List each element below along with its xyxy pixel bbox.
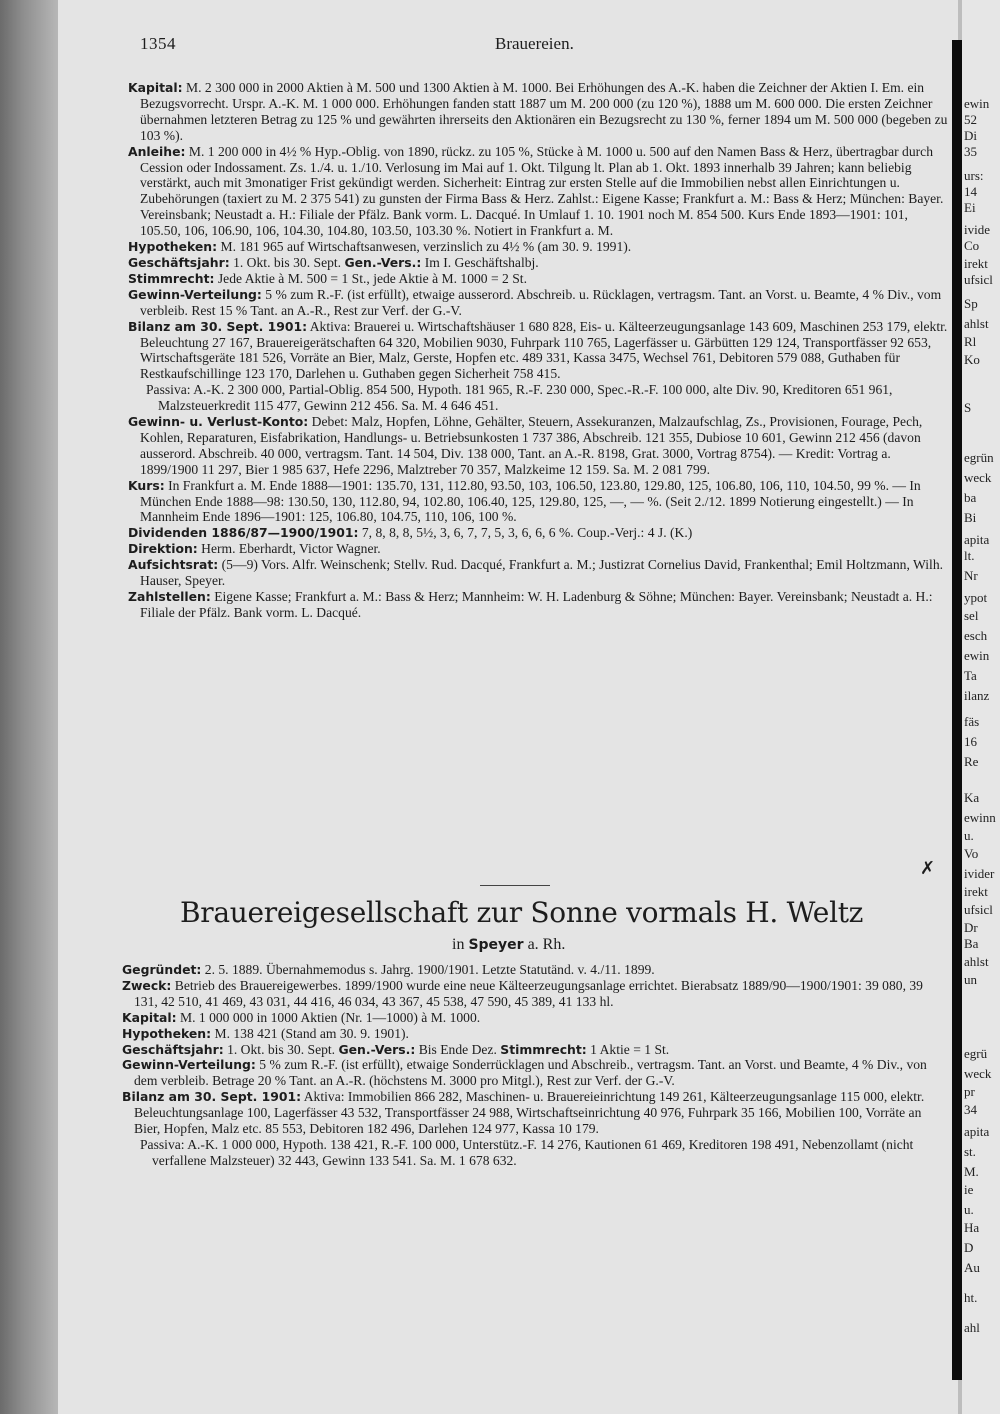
adjacent-page-fragment: ahlst xyxy=(964,316,989,331)
label-direktion: Direktion: xyxy=(128,541,198,557)
text-bilanz-aktiva: Aktiva: Brauerei u. Wirtschaftshäuser 1 680 828, Eis- u. Kälteerzeugungsanlage 143 609, Maschinen 253 179, elektr. Beleuchtung 27 167, Brauereigerätschaften 64 320, Mobilien 9030, Fuhrpark 110 765, Lagerfässer u. Gärbütten 129 124, Transportfässer 92 653, Wirtschaftsgeräte 181 526, Vorräte an Bier, Malz, Gerste, Hopfen etc. 489 331, Kassa 3475, Wechsel 761, Debitoren 579 088, Guthaben für Restkaufschillinge 123 170, Darlehen u. Guthaben gegen Sicherheit 758 415. xyxy=(140,318,948,382)
adjacent-page-fragment: Ko xyxy=(964,352,980,367)
text-stimmrecht-2: 1 Aktie = 1 St. xyxy=(590,1041,670,1057)
entry-hypotheken-2 xyxy=(122,1026,942,1042)
adjacent-page-fragment: weck xyxy=(964,1066,992,1081)
label-stimmrecht-2: Stimmrecht: xyxy=(500,1041,587,1057)
company-entry-2 xyxy=(122,962,942,1169)
company-entry-1 xyxy=(128,80,948,621)
adjacent-page-fragment: ba xyxy=(964,490,977,505)
text-dividenden: 7, 8, 8, 8, 5½, 3, 6, 7, 7, 5, 3, 6, 6, 6 %. Coup.-Verj.: 4 J. (K.) xyxy=(361,525,693,541)
entry-geschaeftsjahr-2 xyxy=(122,1042,942,1058)
handwritten-mark: ✗ xyxy=(920,858,936,879)
text-bilanz-passiva: Passiva: A.-K. 2 300 000, Partial-Oblig. 854 500, Hypoth. 181 965, R.-F. 230 000, Spec.-R.-F. 100 000, alte Div. 90, Kreditoren 651 961, Malzsteuerkredit 115 477, Gewinn 212 456. Sa. M. 4 646 451. xyxy=(146,382,893,414)
adjacent-page-fragment: un xyxy=(964,972,977,987)
text-gen-vers: Im I. Geschäftshalbj. xyxy=(424,254,539,270)
adjacent-page-fragment: Di xyxy=(964,128,977,143)
adjacent-page-fragment: S xyxy=(964,400,972,415)
text-bilanz-passiva-2: Passiva: A.-K. 1 000 000, Hypoth. 138 421, R.-F. 100 000, Unterstütz.-F. 14 276, Kautionen 61 469, Kreditoren 198 491, Nebenzollamt (nicht verfallene Malzsteuer) 32 443, Gewinn 133 541. Sa. M. 1 678 632. xyxy=(140,1136,914,1168)
adjacent-page-fragment: Ka xyxy=(964,790,980,805)
label-zweck: Zweck: xyxy=(122,977,172,993)
scan-left-gutter xyxy=(0,0,58,1414)
label-geschaeftsjahr-2: Geschäftsjahr: xyxy=(122,1041,224,1057)
adjacent-page-fragment: Ba xyxy=(964,936,979,951)
entry-gewinn-konto xyxy=(128,414,948,478)
text-bilanz-aktiva-2: Aktiva: Immobilien 866 282, Maschinen- u. Brauereieinrichtung 149 261, Kälteerzeugungsanlage 115 000, elektr. Beleuchtungsanlage 100, Lagerfässer 43 532, Transportfässer 24 988, Wirtschaftseinrichtung 40 976, Fuhrpark 35 166, Mobilien 100, Vorräte an Bier, Hopfen, Malz etc. 85 553, Debitoren 182 496, Darlehen 124 977, Kassa 10 179. xyxy=(134,1089,925,1137)
entry-bilanz-passiva xyxy=(128,382,948,414)
text-direktion: Herm. Eberhardt, Victor Wagner. xyxy=(201,541,381,557)
adjacent-page-fragment: st. xyxy=(964,1144,976,1159)
label-stimmrecht: Stimmrecht: xyxy=(128,270,215,286)
entry-bilanz-passiva-2 xyxy=(122,1137,942,1169)
label-gewinn-verteilung: Gewinn-Verteilung: xyxy=(128,286,262,302)
text-gewinn-konto: Debet: Malz, Hopfen, Löhne, Gehälter, Steuern, Assekuranzen, Malzaufschlag, Zs., Provisionen, Fourage, Pech, Kohlen, Reparaturen, Eisfabrikation, Handlungs- u. Betriebsunkosten 1 737 386, Abschreib. 121 355, Dubiose 10 601, Gewinn 212 456 (davon ausserord. Abschreib. 40 000, vertragsm. Tant. 14 504, Div. 138 000, Tant. an A.-R. 8198, Grat. 3000, Vortrag 8754). — Kredit: Vortrag a. 1899/1900 11 297, Bier 1 985 637, Hefe 2296, Malztreber 70 357, Malzkeime 12 159. Sa. M. 2 081 799. xyxy=(140,414,923,477)
adjacent-page-fragment: u. xyxy=(964,1202,974,1217)
adjacent-page-fragment: pr xyxy=(964,1084,975,1099)
adjacent-page-fragment: D xyxy=(964,1240,974,1255)
text-geschaeftsjahr: 1. Okt. bis 30. Sept. xyxy=(233,254,342,270)
label-gen-vers-2: Gen.-Vers.: xyxy=(338,1041,416,1057)
entry-zahlstellen xyxy=(128,589,948,621)
entry-anleihe xyxy=(128,144,948,239)
adjacent-page-fragment: 14 xyxy=(964,184,977,199)
adjacent-page-fragment: ewin xyxy=(964,648,990,663)
label-hypotheken: Hypotheken: xyxy=(128,239,218,255)
page-number: 1354 xyxy=(140,34,176,53)
adjacent-page-fragment: apita xyxy=(964,1124,990,1139)
label-hypotheken-2: Hypotheken: xyxy=(122,1025,212,1041)
adjacent-page-fragment: ie xyxy=(964,1182,974,1197)
entry-hypotheken xyxy=(128,239,948,255)
adjacent-page-fragment: ivide xyxy=(964,222,990,237)
entry-aufsichtsrat xyxy=(128,557,948,589)
entry-bilanz-2 xyxy=(122,1089,942,1137)
adjacent-page-fragment: ypot xyxy=(964,590,988,605)
company-heading: Brauereigesellschaft zur Sonne vormals H. Weltz xyxy=(180,896,864,929)
text-kapital-2: M. 1 000 000 in 1000 Aktien (Nr. 1—1000) à M. 1000. xyxy=(179,1009,481,1025)
adjacent-page-fragment: egrü xyxy=(964,1046,988,1061)
adjacent-page-fragment: ewinn xyxy=(964,810,996,825)
entry-gewinn-verteilung-2 xyxy=(122,1057,942,1089)
label-aufsichtsrat: Aufsichtsrat: xyxy=(128,557,219,573)
entry-direktion xyxy=(128,541,948,557)
text-kapital: M. 2 300 000 in 2000 Aktien à M. 500 und 1300 Aktien à M. 1000. Bei Erhöhungen des A.-K. haben die Zeichner der Aktien I. Em. ein Bezugsvorrecht. Urspr. A.-K. M. 1 000 000. Erhöhungen fanden statt 1887 um M. 200 000 (zu 120 %), 1888 um M. 600 000. Die ersten Zeichner übernahmen letzteren Betrag zu 125 % und gewährten ihrerseits den Aktionären ein Bezugsrecht zu 130 %, ferner 1894 um M. 500 000 (begeben zu 103 %). xyxy=(140,80,948,143)
adjacent-page-fragment: Rl xyxy=(964,334,977,349)
label-bilanz-2: Bilanz am 30. Sept. 1901: xyxy=(122,1089,302,1105)
location-suffix: a. Rh. xyxy=(527,936,566,953)
adjacent-page-fragment: irekt xyxy=(964,256,988,271)
adjacent-page-fragment: weck xyxy=(964,470,992,485)
text-gen-vers-2: Bis Ende Dez. xyxy=(418,1041,497,1057)
section-divider xyxy=(480,885,550,886)
entry-bilanz xyxy=(128,319,948,383)
adjacent-page-fragment: Co xyxy=(964,238,980,253)
entry-gewinn-verteilung xyxy=(128,287,948,319)
label-kapital-2: Kapital: xyxy=(122,1009,177,1025)
text-aufsichtsrat: (5—9) Vors. Alfr. Weinschenk; Stellv. Rud. Dacqué, Frankfurt a. M.; Justizrat Cornelius David, Frankenthal; Emil Holtzmann, Wilh. Hauser, Speyer. xyxy=(140,557,944,589)
label-zahlstellen: Zahlstellen: xyxy=(128,589,211,604)
company-location xyxy=(452,936,565,954)
text-hypotheken-2: M. 138 421 (Stand am 30. 9. 1901). xyxy=(214,1025,409,1041)
adjacent-page-fragment: esch xyxy=(964,628,988,643)
entry-zweck xyxy=(122,978,942,1010)
adjacent-page-fragment: Au xyxy=(964,1260,980,1275)
adjacent-page-fragment: ahl xyxy=(964,1320,980,1335)
label-dividenden: Dividenden 1886/87—1900/1901: xyxy=(128,525,359,541)
adjacent-page-fragment: 35 xyxy=(964,144,977,159)
adjacent-page-fragment: ahlst xyxy=(964,954,989,969)
label-bilanz: Bilanz am 30. Sept. 1901: xyxy=(128,318,308,334)
text-gewinn-verteilung: 5 % zum R.-F. (ist erfüllt), etwaige ausserord. Abschreib. u. Rücklagen, vertragsm. Tant. an Vorst. u. Beamte, 4 % Div., vom verbleib. Rest 15 % Tant. an A.-R., Rest zur Verf. der G.-V. xyxy=(140,286,942,318)
label-gegruendet: Gegründet: xyxy=(122,962,202,977)
text-kurs: In Frankfurt a. M. Ende 1888—1901: 135.70, 131, 112.80, 93.50, 103, 106.50, 123.80, 129.80, 125, 106.80, 106, 110, 104.50, 99 %. — In München Ende 1888—98: 130.50, 130, 112.80, 94, 102.80, 106.40, 125, 129.80, 125, —, — %. (Seit 2./12. 1899 Notierung eingestellt.) — In Mannheim Ende 1896—1901: 125, 106.80, 104.75, 110, 106, 100 %. xyxy=(140,477,921,525)
adjacent-page-fragment: M. xyxy=(964,1164,979,1179)
adjacent-page-fragment: ht. xyxy=(964,1290,978,1305)
text-hypotheken: M. 181 965 auf Wirtschaftsanwesen, verzinslich zu 4½ % (am 30. 9. 1991). xyxy=(220,239,632,255)
book-binding-shadow xyxy=(952,40,962,1380)
adjacent-page-fragment: urs: xyxy=(964,168,984,183)
label-kurs: Kurs: xyxy=(128,477,165,493)
entry-kurs xyxy=(128,478,948,526)
adjacent-page-fragment: ewin xyxy=(964,96,990,111)
entry-kapital-2 xyxy=(122,1010,942,1026)
entry-dividenden xyxy=(128,525,948,541)
location-city: Speyer xyxy=(468,937,524,953)
label-geschaeftsjahr: Geschäftsjahr: xyxy=(128,254,230,270)
entry-stimmrecht xyxy=(128,271,948,287)
adjacent-page-fragment: 16 xyxy=(964,734,977,749)
adjacent-page-fragment: ufsicl xyxy=(964,902,993,917)
adjacent-page-fragment: Ha xyxy=(964,1220,980,1235)
adjacent-page-fragment: Vo xyxy=(964,846,979,861)
label-gen-vers: Gen.-Vers.: xyxy=(344,254,422,270)
adjacent-page-fragment: Nr xyxy=(964,568,978,583)
adjacent-page-fragment: Bi xyxy=(964,510,977,525)
text-stimmrecht: Jede Aktie à M. 500 = 1 St., jede Aktie à M. 1000 = 2 St. xyxy=(217,270,527,286)
label-gewinn-konto: Gewinn- u. Verlust-Konto: xyxy=(128,414,309,430)
adjacent-page-fragment: Dr xyxy=(964,920,978,935)
text-anleihe: M. 1 200 000 in 4½ % Hyp.-Oblig. von 1890, rückz. zu 105 %, Stücke à M. 1000 u. 500 auf den Namen Bass & Herz, übertragbar durch Cession oder Indossament. Zs. 1./4. u. 1./10. Verlosung im Mai auf 1. Okt. Tilgung lt. Plan ab 1. Okt. 1893 innerhalb 39 Jahren; kann beliebig verstärkt, auch mit 3monatiger Frist gekündigt werden. Sicherheit: Eintrag zur ersten Stelle auf die Immobilien nebst allen Einrichtungen u. Zubehörungen (taxiert zu M. 2 375 541) zu gunsten der Firma Bass & Herz. Zahlst.: Eigene Kasse; Frankfurt a. M.: Bass & Herz; München: Bayer. Vereinsbank; Neustadt a. H.: Filiale der Pfälz. Bank vorm. L. Dacqué. In Umlauf 1. 10. 1901 noch M. 854 500. Kurs Ende 1893—1901: 101, 105.50, 106, 106.90, 106, 104.30, 104.80, 103.50, 103.30 %. Notiert in Frankfurt a. M. xyxy=(140,143,944,239)
adjacent-page-fragment: u. xyxy=(964,828,974,843)
label-gewinn-verteilung-2: Gewinn-Verteilung: xyxy=(122,1057,256,1073)
entry-gegruendet xyxy=(122,962,942,978)
adjacent-page-fragment: ivider xyxy=(964,866,995,881)
adjacent-page-fragment: sel xyxy=(964,608,979,623)
text-gegruendet: 2. 5. 1889. Übernahmemodus s. Jahrg. 1900/1901. Letzte Statutänd. v. 4./11. 1899. xyxy=(204,962,655,977)
adjacent-page-fragment: lt. xyxy=(964,548,975,563)
entry-kapital xyxy=(128,80,948,144)
adjacent-page-fragment: Re xyxy=(964,754,979,769)
adjacent-page-fragment: fäs xyxy=(964,714,980,729)
adjacent-page-strip xyxy=(962,0,1000,1414)
adjacent-page-fragment: egrün xyxy=(964,450,994,465)
adjacent-page-fragment: ufsicl xyxy=(964,272,993,287)
text-gewinn-verteilung-2: 5 % zum R.-F. (ist erfüllt), etwaige Sonderrücklagen und Abschreib., vertragsm. Tant. an Vorst. und Beamte, 4 % Div., von dem verbleib. Betrage 20 % Tant. an A.-R. (höchstens M. 3000 pro Mitgl.), Rest zur Verf. der G.-V. xyxy=(134,1057,927,1089)
adjacent-page-fragment: ilanz xyxy=(964,688,990,703)
adjacent-page-fragment: Ta xyxy=(964,668,977,683)
text-zweck: Betrieb des Brauereigewerbes. 1899/1900 wurde eine neue Kälteerzeugungsanlage errichtet. Bierabsatz 1889/90—1900/1901: 39 080, 39 131, 42 510, 41 469, 43 031, 44 416, 46 034, 43 367, 45 538, 47 590, 45 389, 41 133 hl. xyxy=(134,977,923,1009)
adjacent-page-fragment: irekt xyxy=(964,884,988,899)
page-header xyxy=(140,34,930,58)
running-title: Brauereien. xyxy=(495,34,574,53)
text-geschaeftsjahr-2: 1. Okt. bis 30. Sept. xyxy=(227,1041,336,1057)
adjacent-page-fragment: Ei xyxy=(964,200,976,215)
label-kapital: Kapital: xyxy=(128,80,183,95)
location-prefix: in xyxy=(452,936,465,953)
adjacent-page-fragment: 52 xyxy=(964,112,977,127)
adjacent-page-fragment: 34 xyxy=(964,1102,977,1117)
adjacent-page-fragment: Sp xyxy=(964,296,978,311)
text-zahlstellen: Eigene Kasse; Frankfurt a. M.: Bass & Herz; Mannheim: W. H. Ladenburg & Söhne; München: Bayer. Vereinsbank; Neustadt a. H.: Filiale der Pfälz. Bank vorm. L. Dacqué. xyxy=(140,589,933,620)
adjacent-page-fragment: apita xyxy=(964,532,990,547)
entry-geschaeftsjahr xyxy=(128,255,948,271)
label-anleihe: Anleihe: xyxy=(128,143,186,159)
